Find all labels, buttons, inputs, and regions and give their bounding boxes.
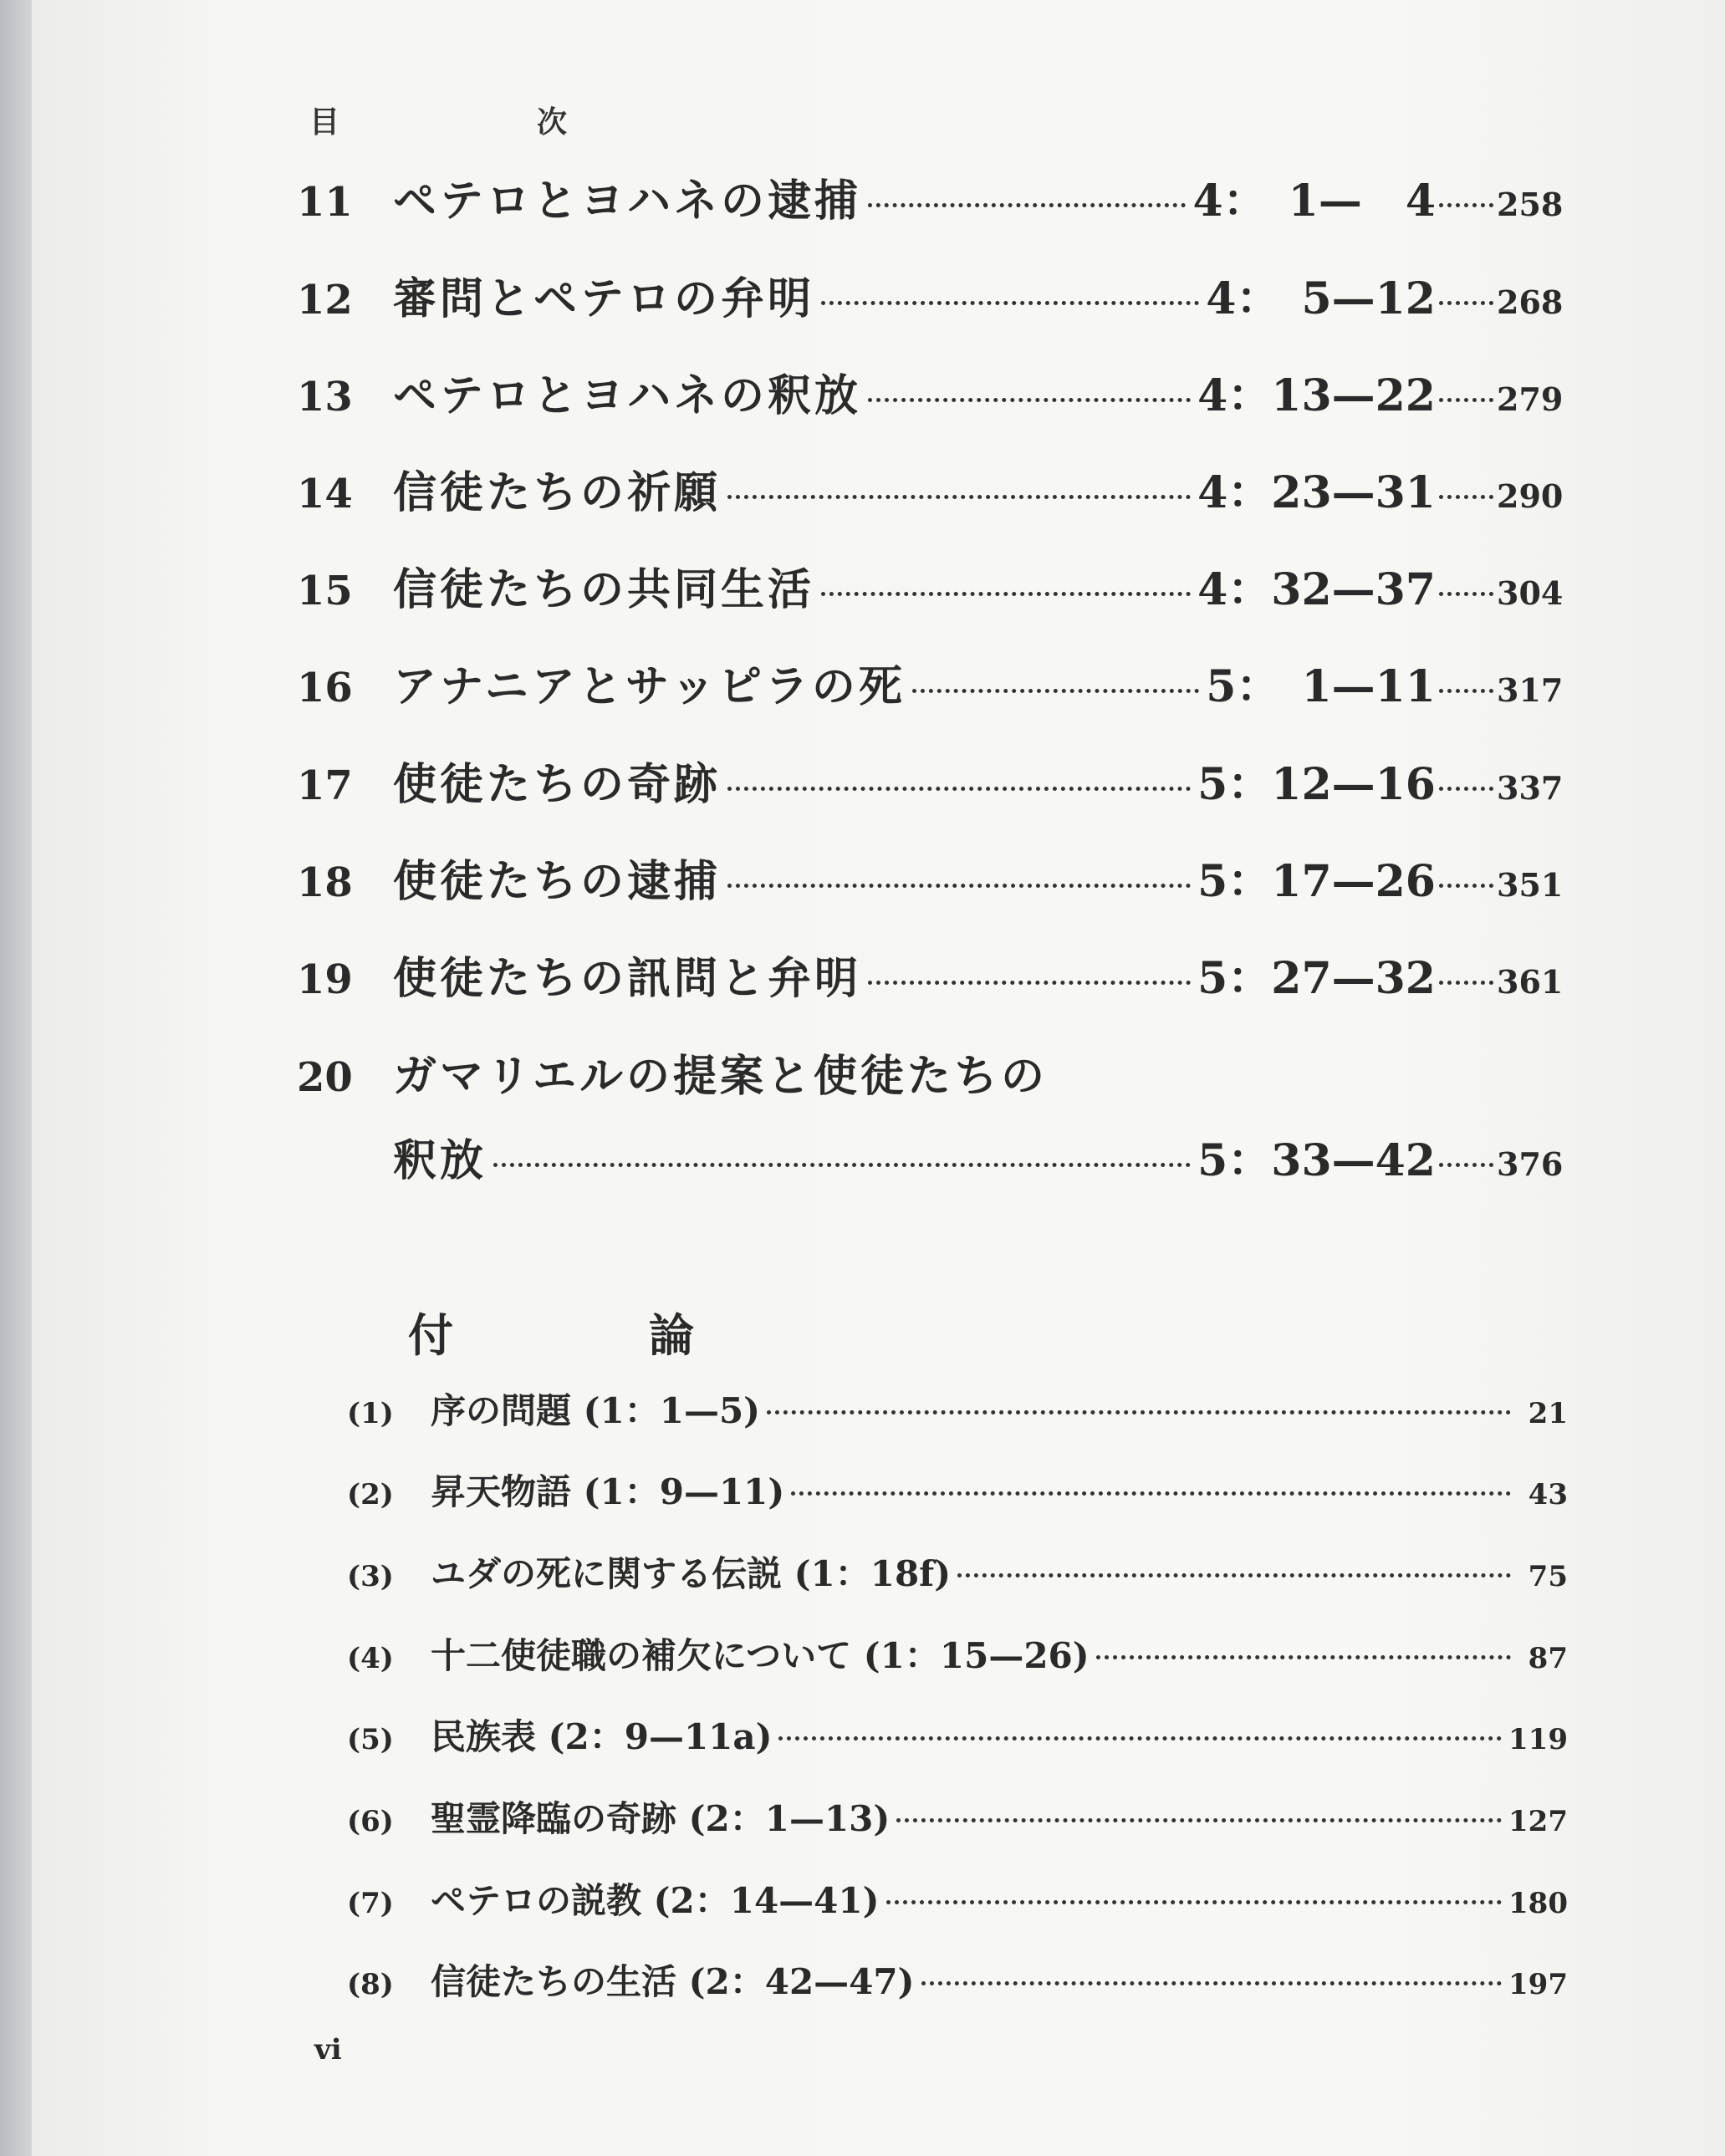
dot-leader <box>1439 398 1493 402</box>
dot-leader <box>896 1818 1502 1822</box>
entry-title: 信徒たちの共同生活 <box>393 564 815 615</box>
appendix-page: 197 <box>1508 1968 1568 2001</box>
appendix-entry <box>347 1628 1568 1679</box>
appendix-entry <box>347 1384 1568 1434</box>
entry-number: 17 <box>297 762 353 809</box>
appendix-number: (2) <box>347 1478 394 1511</box>
entry-page: 279 <box>1497 380 1564 418</box>
appendix-heading: 付 論 <box>408 1308 769 1362</box>
toc-entry <box>297 360 1564 423</box>
entry-reference: 5：12—16 <box>1197 759 1436 810</box>
dot-leader <box>921 1981 1503 1985</box>
appendix-page: 43 <box>1528 1478 1568 1511</box>
dot-leader <box>778 1736 1502 1741</box>
dot-leader <box>957 1573 1511 1577</box>
appendix-entry <box>347 1547 1568 1597</box>
entry-number: 19 <box>297 956 353 1003</box>
entry-reference: 4：32—37 <box>1197 564 1436 615</box>
toc-entry <box>297 1041 1559 1103</box>
entry-number: 12 <box>297 277 353 324</box>
entry-reference: 5：33—42 <box>1197 1135 1436 1186</box>
entry-reference: 5：17—26 <box>1197 856 1436 907</box>
entry-title-continued: 釈放 <box>393 1135 487 1186</box>
appendix-title: ユダの死に関する伝説 (1：18f) <box>431 1553 952 1594</box>
dot-leader <box>1439 203 1493 207</box>
entry-number: 16 <box>297 665 353 711</box>
dot-leader <box>493 1163 1191 1167</box>
appendix-number: (4) <box>347 1642 394 1675</box>
toc-entry-continuation <box>393 1125 1564 1188</box>
entry-reference: 4： 5—12 <box>1206 273 1436 324</box>
entry-title: 使徒たちの逮捕 <box>393 856 722 907</box>
entry-title: アナニアとサッピラの死 <box>393 661 906 712</box>
dot-leader <box>886 1900 1503 1904</box>
dot-leader <box>1439 787 1493 791</box>
appendix-title: 十二使徒職の補欠について (1：15—26) <box>431 1635 1090 1676</box>
dot-leader <box>767 1410 1511 1414</box>
appendix-title: 序の問題 (1：1—5) <box>431 1390 761 1431</box>
dot-leader <box>1439 592 1493 596</box>
toc-entry <box>297 749 1564 812</box>
entry-number: 18 <box>297 859 353 906</box>
dot-leader <box>868 203 1186 207</box>
entry-reference: 4：13—22 <box>1197 370 1436 421</box>
appendix-page: 87 <box>1528 1642 1568 1675</box>
appendix-page: 180 <box>1508 1887 1568 1920</box>
entry-number: 15 <box>297 568 353 614</box>
appendix-title: ペテロの説教 (2：14—41) <box>431 1880 880 1921</box>
dot-leader <box>1439 981 1493 985</box>
entry-page: 268 <box>1497 283 1564 321</box>
appendix-entry <box>347 1955 1568 2005</box>
dot-leader <box>1439 689 1493 693</box>
entry-title: ガマリエルの提案と使徒たちの <box>393 1051 1048 1102</box>
entry-page: 317 <box>1497 671 1564 709</box>
dot-leader <box>912 689 1199 693</box>
appendix-number: (1) <box>347 1397 394 1430</box>
entry-page: 376 <box>1497 1145 1564 1183</box>
entry-page: 337 <box>1497 769 1564 807</box>
dot-leader <box>1439 495 1493 499</box>
entry-title: 使徒たちの訊問と弁明 <box>393 953 862 1004</box>
appendix-entry <box>347 1792 1568 1842</box>
dot-leader <box>821 301 1199 305</box>
entry-number: 11 <box>297 179 353 226</box>
entry-page: 258 <box>1497 186 1564 223</box>
appendix-page: 119 <box>1508 1723 1568 1756</box>
page-folio: vi <box>314 2033 342 2067</box>
appendix-number: (7) <box>347 1887 394 1920</box>
appendix-number: (8) <box>347 1968 394 2001</box>
appendix-title: 聖霊降臨の奇跡 (2：1—13) <box>431 1798 891 1839</box>
appendix-entry <box>347 1873 1568 1924</box>
dot-leader <box>868 981 1191 985</box>
entry-number: 20 <box>297 1054 353 1101</box>
appendix-entry <box>347 1710 1568 1760</box>
entry-reference: 4： 1— 4 <box>1192 176 1436 227</box>
appendix-title: 民族表 (2：9—11a) <box>431 1716 773 1757</box>
dot-leader <box>1439 884 1493 888</box>
toc-entry <box>297 457 1564 520</box>
entry-number: 13 <box>297 374 353 420</box>
entry-title: 使徒たちの奇跡 <box>393 759 722 810</box>
entry-title: 審問とペテロの弁明 <box>393 273 815 324</box>
appendix-entry <box>347 1465 1568 1515</box>
entry-title: ペテロとヨハネの逮捕 <box>393 176 862 227</box>
toc-entry <box>297 263 1564 326</box>
dot-leader <box>868 398 1191 402</box>
toc-entry <box>297 943 1564 1006</box>
toc-entry <box>297 846 1564 909</box>
toc-entry <box>297 166 1564 228</box>
dot-leader <box>791 1491 1511 1496</box>
appendix-number: (5) <box>347 1723 394 1756</box>
entry-title: ペテロとヨハネの釈放 <box>393 370 862 421</box>
appendix-page: 75 <box>1528 1560 1568 1593</box>
dot-leader <box>821 592 1191 596</box>
entry-title: 信徒たちの祈願 <box>393 467 722 518</box>
entry-page: 351 <box>1497 866 1564 904</box>
dot-leader <box>1439 301 1493 305</box>
appendix-title: 昇天物語 (1：9—11) <box>431 1471 785 1512</box>
toc-entry <box>297 554 1564 617</box>
appendix-number: (6) <box>347 1805 394 1838</box>
entry-reference: 5：27—32 <box>1197 953 1436 1004</box>
appendix-page: 127 <box>1508 1805 1568 1838</box>
appendix-number: (3) <box>347 1560 394 1593</box>
entry-number: 14 <box>297 471 353 517</box>
entry-reference: 5： 1—11 <box>1206 661 1436 712</box>
dot-leader <box>727 884 1191 888</box>
appendix-page: 21 <box>1528 1397 1568 1430</box>
page-gutter-shadow <box>0 0 32 2156</box>
entry-page: 290 <box>1497 477 1564 515</box>
appendix-title: 信徒たちの生活 (2：42—47) <box>431 1961 915 2002</box>
dot-leader <box>727 495 1191 499</box>
entry-page: 361 <box>1497 963 1564 1001</box>
running-head: 目 次 <box>309 104 651 140</box>
entry-page: 304 <box>1497 574 1564 612</box>
dot-leader <box>1096 1655 1511 1659</box>
toc-entry <box>297 651 1564 714</box>
dot-leader <box>727 787 1191 791</box>
dot-leader <box>1439 1163 1493 1167</box>
entry-reference: 4：23—31 <box>1197 467 1436 518</box>
